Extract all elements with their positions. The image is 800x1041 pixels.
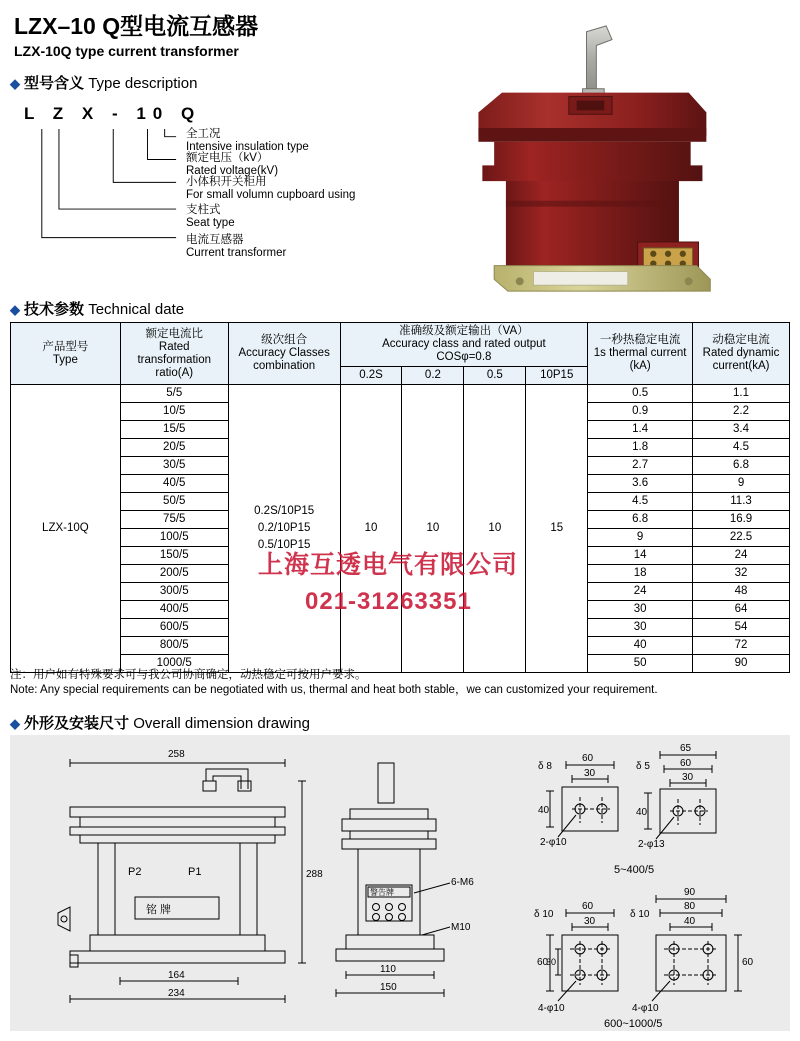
svg-text:258: 258: [168, 749, 185, 760]
th-type-en: Type: [52, 353, 78, 366]
section-title-dimension: [10, 712, 310, 733]
cell-dynamic: 22.5: [693, 529, 790, 547]
cell-thermal: 0.5: [588, 385, 693, 403]
svg-text:4-φ10: 4-φ10: [632, 1003, 659, 1014]
diamond-icon-2: ◆: [10, 302, 20, 317]
legend-item-0-cn: 全工况: [186, 128, 221, 140]
svg-text:288: 288: [306, 869, 323, 880]
side-view: [336, 763, 474, 997]
table-row: [11, 385, 790, 403]
svg-text:40: 40: [684, 916, 696, 927]
cell-dynamic: 54: [693, 619, 790, 637]
title-cn: LZX–10 Q型电流互感器: [14, 13, 259, 39]
cell-thermal: 40: [588, 637, 693, 655]
accuracy-line-0: 0.2S/10P15: [254, 505, 315, 517]
th-thermal-en: 1s thermal current (kA): [593, 347, 687, 372]
legend-item-1-cn: 额定电压（kV）: [186, 152, 269, 164]
cell-thermal: 14: [588, 547, 693, 565]
section-type-description-cn: 型号含义: [24, 75, 85, 92]
cell-out-02: 10: [402, 385, 464, 673]
th-type-cn: 产品型号: [42, 340, 89, 353]
plates-top-caption: 5~400/5: [614, 864, 655, 876]
legend-item-3-en: Seat type: [186, 217, 235, 229]
mounting-bracket: [583, 26, 612, 97]
svg-text:30: 30: [584, 916, 596, 927]
th-accuracy-cn: 级次组合: [261, 334, 308, 346]
product-photo: [440, 18, 790, 298]
th-ratio-en: Rated transformation ratio(A): [137, 340, 211, 379]
svg-text:60: 60: [742, 957, 754, 968]
legend-item-3-cn: 支柱式: [186, 204, 221, 216]
diamond-icon: ◆: [10, 76, 20, 91]
cell-ratio: 1000/5: [120, 655, 228, 673]
cell-dynamic: 9: [693, 475, 790, 493]
type-code: L Z X - 10 Q: [24, 104, 202, 123]
dimension-drawings: [10, 735, 790, 1031]
svg-text:δ 5: δ 5: [636, 761, 650, 772]
cell-ratio: 150/5: [120, 547, 228, 565]
th-thermal-cn: 一秒热稳定电流: [599, 334, 681, 346]
note-cn: 注：用户如有特殊要求可与我公司协商确定，动热稳定可按用户要求。: [10, 669, 367, 681]
th-accuracy-en: Accuracy Classes combination: [238, 347, 330, 372]
cell-dynamic: 4.5: [693, 439, 790, 457]
th-ratio-cn: 额定电流比: [145, 327, 203, 340]
svg-text:30: 30: [584, 768, 596, 779]
plate-top-right: [636, 743, 716, 850]
cell-out-10p15: 15: [526, 385, 588, 673]
svg-text:40: 40: [538, 805, 550, 816]
cell-thermal: 24: [588, 583, 693, 601]
cell-thermal: 9: [588, 529, 693, 547]
cell-ratio: 600/5: [120, 619, 228, 637]
cell-dynamic: 6.8: [693, 457, 790, 475]
cell-ratio: 5/5: [120, 385, 228, 403]
svg-text:90: 90: [684, 887, 696, 898]
legend-item-4-en: Current transformer: [186, 247, 287, 259]
svg-text:δ 10: δ 10: [534, 909, 554, 920]
cell-ratio: 300/5: [120, 583, 228, 601]
th-thermal: [588, 323, 693, 385]
cell-ratio: 20/5: [120, 439, 228, 457]
section-title-technical: [10, 298, 184, 319]
svg-text:δ 8: δ 8: [538, 761, 552, 772]
watermark-company: 上海互透电气有限公司: [258, 551, 519, 579]
legend-item-2-cn: 小体积开关柜用: [186, 176, 267, 188]
cell-ratio: 10/5: [120, 403, 228, 421]
legend-item-4: [186, 234, 286, 260]
cell-out-02s: 10: [340, 385, 402, 673]
cell-ratio: 30/5: [120, 457, 228, 475]
cell-thermal: 18: [588, 565, 693, 583]
cell-dynamic: 24: [693, 547, 790, 565]
svg-text:40: 40: [636, 807, 648, 818]
svg-text:60: 60: [582, 901, 594, 912]
cell-dynamic: 72: [693, 637, 790, 655]
cell-dynamic: 3.4: [693, 421, 790, 439]
th-out-10p15: 10P15: [526, 367, 588, 385]
cell-accuracy: [228, 385, 340, 673]
plate-top-left: [538, 753, 618, 848]
th-output-group: [340, 323, 588, 367]
section-title-type-description: [10, 72, 197, 93]
legend-item-0-en: Intensive insulation type: [186, 141, 309, 153]
svg-text:铭 牌: 铭 牌: [146, 904, 172, 916]
th-dynamic: [693, 323, 790, 385]
th-output-group-cn: 准确级及额定输出（VA）: [399, 325, 529, 337]
svg-text:150: 150: [380, 982, 397, 993]
cell-dynamic: 64: [693, 601, 790, 619]
title-en: LZX-10Q type current transformer: [14, 43, 239, 59]
legend-item-3: [186, 204, 235, 230]
legend-item-1-en: Rated voltage(kV): [186, 165, 279, 177]
legend-item-0: [186, 128, 309, 154]
section-type-description-en: Type description: [88, 75, 198, 92]
svg-text:2-φ10: 2-φ10: [540, 837, 567, 848]
th-ratio: [120, 323, 228, 385]
dimension-drawing-panel: [10, 735, 790, 1031]
cell-thermal: 50: [588, 655, 693, 673]
page-header: [14, 8, 258, 59]
svg-text:60: 60: [537, 957, 549, 968]
note-en: Note: Any special requirements can be negotiated with us, thermal and heat both stable，we can customized your requirement.: [10, 684, 658, 696]
table-note: [10, 668, 658, 698]
cell-dynamic: 16.9: [693, 511, 790, 529]
legend-item-4-cn: 电流互感器: [186, 234, 244, 246]
svg-text:6-M6: 6-M6: [451, 877, 474, 888]
legend-item-2: [186, 176, 355, 202]
th-output-group-cos: COSφ=0.8: [436, 351, 492, 363]
th-accuracy: [228, 323, 340, 385]
accuracy-line-2: 0.5/10P15: [257, 539, 311, 551]
cell-model: LZX-10Q: [11, 385, 121, 673]
th-output-group-en: Accuracy class and rated output: [382, 338, 546, 350]
cell-thermal: 4.5: [588, 493, 693, 511]
th-out-02s: 0.2S: [340, 367, 402, 385]
th-dynamic-cn: 动稳定电流: [712, 334, 770, 346]
section-technical-cn: 技术参数: [24, 301, 85, 318]
cell-ratio: 400/5: [120, 601, 228, 619]
svg-text:δ 10: δ 10: [630, 909, 650, 920]
cell-dynamic: 90: [693, 655, 790, 673]
cell-thermal: 30: [588, 619, 693, 637]
legend-item-1: [186, 152, 278, 178]
table-header-row-1: [11, 323, 790, 367]
plates-bottom-caption: 600~1000/5: [604, 1018, 663, 1030]
cell-ratio: 40/5: [120, 475, 228, 493]
svg-text:P1: P1: [188, 866, 202, 878]
cell-dynamic: 48: [693, 583, 790, 601]
section-technical-en: Technical date: [88, 301, 185, 318]
cell-thermal: 2.7: [588, 457, 693, 475]
cell-thermal: 1.4: [588, 421, 693, 439]
cell-out-05: 10: [464, 385, 526, 673]
cell-thermal: 6.8: [588, 511, 693, 529]
cell-dynamic: 11.3: [693, 493, 790, 511]
svg-text:警告牌: 警告牌: [370, 888, 394, 897]
parameters-table: [10, 322, 790, 673]
cell-ratio: 100/5: [120, 529, 228, 547]
cell-dynamic: 2.2: [693, 403, 790, 421]
th-out-02: 0.2: [402, 367, 464, 385]
svg-text:30: 30: [682, 772, 694, 783]
cell-ratio: 200/5: [120, 565, 228, 583]
svg-text:110: 110: [380, 964, 396, 975]
svg-text:164: 164: [168, 970, 185, 981]
legend-item-2-en: For small volumn cupboard using: [186, 189, 356, 201]
svg-text:2-φ13: 2-φ13: [638, 839, 665, 850]
cell-ratio: 15/5: [120, 421, 228, 439]
cell-thermal: 0.9: [588, 403, 693, 421]
cell-thermal: 1.8: [588, 439, 693, 457]
th-out-05: 0.5: [464, 367, 526, 385]
front-view: [58, 749, 323, 1003]
svg-text:60: 60: [582, 753, 594, 764]
svg-text:M10: M10: [451, 922, 471, 933]
svg-text:80: 80: [684, 901, 696, 912]
svg-text:65: 65: [680, 743, 692, 754]
plate-bottom-left: [534, 901, 618, 1014]
accuracy-line-1: 0.2/10P15: [257, 522, 311, 534]
th-type: [11, 323, 121, 385]
svg-text:P2: P2: [128, 866, 142, 878]
th-dynamic-en: Rated dynamic current(kA): [702, 347, 780, 372]
diamond-icon-3: ◆: [10, 716, 20, 731]
cell-ratio: 75/5: [120, 511, 228, 529]
cell-thermal: 3.6: [588, 475, 693, 493]
section-dimension-cn: 外形及安装尺寸: [24, 715, 130, 732]
cell-ratio: 50/5: [120, 493, 228, 511]
cell-ratio: 800/5: [120, 637, 228, 655]
watermark-phone: 021-31263351: [305, 588, 472, 615]
svg-text:60: 60: [680, 758, 692, 769]
cell-dynamic: 1.1: [693, 385, 790, 403]
svg-text:4-φ10: 4-φ10: [538, 1003, 565, 1014]
svg-text:234: 234: [168, 988, 185, 999]
cell-thermal: 30: [588, 601, 693, 619]
section-dimension-en: Overall dimension drawing: [133, 715, 310, 732]
svg-text:30: 30: [546, 957, 557, 967]
cell-dynamic: 32: [693, 565, 790, 583]
plate-bottom-right: [630, 887, 754, 1014]
